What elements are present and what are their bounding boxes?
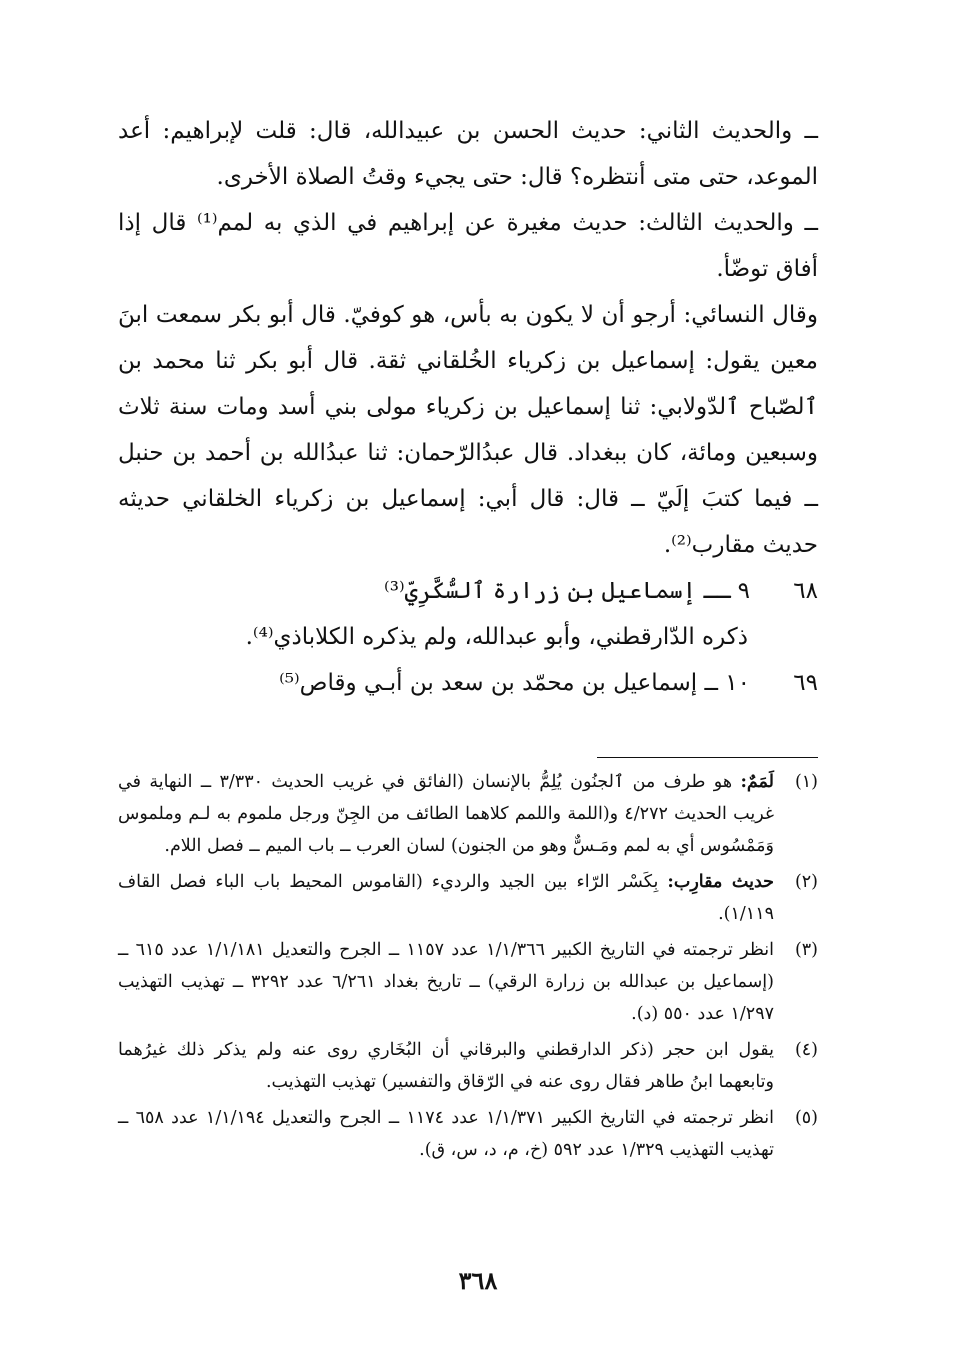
footnote-4 bbox=[118, 1034, 818, 1098]
footnote-5 bbox=[118, 1102, 818, 1166]
entry-number: ٦٩ bbox=[793, 670, 818, 696]
entry-index: ١٠ bbox=[725, 670, 750, 696]
footnote-number: (٣) bbox=[794, 940, 818, 960]
footnote-number: (٤) bbox=[794, 1040, 818, 1060]
entry-69 bbox=[118, 660, 818, 706]
entry-number: ٦٨ bbox=[793, 578, 818, 604]
paragraph-2: ــ والحديث الثالث: حديث مغيرة عن إبراهيم في الذي به لمم⁽¹⁾ قال إذا أفاق توضّأ. bbox=[118, 210, 818, 282]
footnote-divider bbox=[597, 757, 818, 758]
entry-index: ٩ bbox=[737, 578, 750, 604]
footnote-number: (٢) bbox=[794, 872, 818, 892]
entry-note: ذكره الدّارقطني، وأبو عبدالله، ولم يذكره الكلاباذي⁽⁴⁾. bbox=[245, 624, 748, 650]
footnote-number: (١) bbox=[794, 772, 818, 792]
footnote-3 bbox=[118, 934, 818, 1030]
body-paragraphs bbox=[118, 108, 818, 568]
footnote-number: (٥) bbox=[794, 1108, 818, 1128]
footnote-lead: لَمَمٌ: bbox=[740, 772, 774, 792]
entry-title: ــ إسماعيل بن محمّد بن سعد بن أبـي وقاص⁽⁵⁾ bbox=[279, 670, 718, 696]
entry-68 bbox=[118, 568, 818, 660]
footnote-text: انظر ترجمته في التاريخ الكبير ١/١/٣٧١ عدد ١١٧٤ ــ الجرح والتعديل ١/١/١٩٤ عدد ٦٥٨ ــ تهذيب التهذيب ١/٣٢٩ عدد ٥٩٢ (خ، م، د، س، ق). bbox=[118, 1108, 775, 1160]
footnote-2 bbox=[118, 866, 818, 930]
footnote-text: انظر ترجمته في التاريخ الكبير ١/١/٣٦٦ عدد ١١٥٧ ــ الجرح والتعديل ١/١/١٨١ عدد ٦١٥ ــ (إسماعيل بن عبدالله بن زرارة الرقي) ــ تاريخ بغداد ٦/٢٦١ عدد ٣٢٩٢ ــ تهذيب التهذيب ١/٢٩٧ عدد ٥٥٠ (د). bbox=[118, 940, 775, 1024]
footnote-1 bbox=[118, 766, 818, 862]
footnotes bbox=[118, 766, 818, 1170]
footnote-lead: حديث مقارِب: bbox=[667, 872, 774, 892]
footnote-text: يقول ابن حجر (ذكر الدارقطني والبرقاني أن البُخَاري روى عنه ولم يذكر ذلك غيرُهما وتابعهما ابنُ طاهر فقال روى عنه في الرّقاق والتفسير) تهذيب التهذيب. bbox=[118, 1040, 774, 1092]
entry-title: ــ إسماعيل بن زرارة ٱلسُّكَّرِيّ⁽³⁾ bbox=[384, 578, 731, 604]
paragraph-1: ــ والحديث الثاني: حديث الحسن بن عبيدالله، قال: قلت لإبراهيم: أعد الموعد، حتى متى أنتظره؟ قال: حتى يجيء وقتُ الصلاة الأخرى. bbox=[118, 118, 818, 190]
paragraph-3: وقال النسائي: أرجو أن لا يكون به بأس، هو كوفيّ. قال أبو بكر سمعت ابنَ معين يقول: إسماعيل بن زكرياء الخُلقاني ثقة. قال أبو بكر ثنا محمد بن ٱلصّباح ٱلدّولابي: ثنا إسماعيل بن زكرياء مولى بني أسد ومات سنة ثلاث وسبعين ومائة، كان ببغداد. قال عبدُالرّحمان: ثنا عبدُالله بن أحمد بن حنبل ــ فيما كتبَ إلَيّ ــ قال: قال أبي: إسماعيل بن زكرياء الخلقاني حديثه حديث مقارب⁽²⁾. bbox=[118, 302, 818, 558]
footnote-text: هو طرف من ٱلجنُون يُلِمُّ بالإنسان (الفائق في غريب الحديث ٣/٣٣٠ ــ النهاية في غريب الحديث ٤/٢٧٢ و(اللمة واللمم كلاهما الطائف من الجِنّ ورجل ملموم به لـم وملموس وَمَمْسُوس أي به لمم ومَـسٌّ وهو من الجنون) لسان العرب ــ باب الميم ــ فصل اللام. bbox=[118, 772, 775, 856]
footnote-text: بِكَسْر الرّاء بين الجيد والرديء (القاموس المحيط باب الباء فصل القاف ١/١١٩). bbox=[118, 872, 774, 924]
main-text bbox=[118, 108, 818, 706]
page-number: ٣٦٨ bbox=[458, 1266, 498, 1295]
